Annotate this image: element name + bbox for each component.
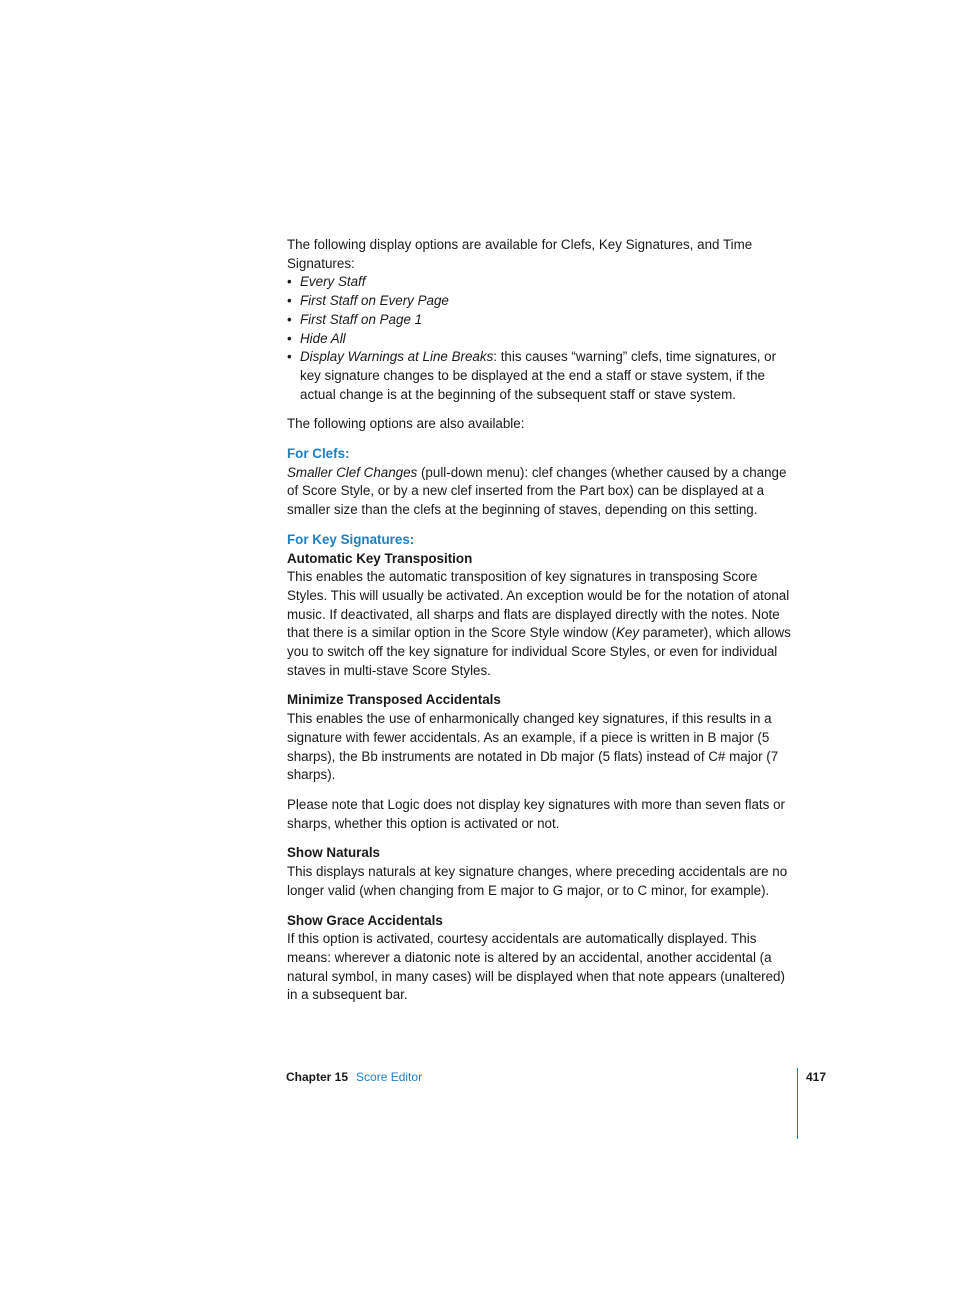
list-item: • Display Warnings at Line Breaks: this causes “warning” clefs, time signatures, or key signature changes to be displayed at the end a staff or stave system, if the actual change is at the beginning of the subsequent staff or stave system. — [287, 348, 797, 404]
show-grace-accidentals-heading: Show Grace Accidentals — [287, 912, 443, 928]
intro-paragraph: The following display options are available for Clefs, Key Signatures, and Time Signatures: — [287, 237, 753, 271]
footer-rule — [797, 1068, 798, 1139]
footer-chapter: Chapter 15 — [286, 1070, 349, 1084]
minimize-transposed-accidentals-paragraph: This enables the use of enharmonically changed key signatures, if this results in a signature with fewer accidentals. As an example, if a piece is written in B major (5 sharps), the Bb instruments are notated in Db major (5 flats) instead of C# major (7 sharps). — [287, 711, 779, 783]
footer — [286, 1070, 422, 1084]
show-naturals-heading: Show Naturals — [287, 845, 381, 861]
list-item: • Every Staff — [287, 273, 797, 292]
also-available-paragraph: The following options are also available: — [287, 416, 525, 432]
list-item: • Hide All — [287, 330, 797, 349]
note-paragraph: Please note that Logic does not display key signatures with more than seven flats or sharps, whether this option is activated or not. — [287, 796, 785, 831]
minimize-transposed-accidentals-heading: Minimize Transposed Accidentals — [287, 692, 501, 708]
page-body — [287, 236, 797, 1005]
footer-chapter-title: Score Editor — [356, 1070, 423, 1084]
clefs-heading: For Clefs: — [287, 446, 350, 462]
list-item: • First Staff on Page 1 — [287, 311, 797, 330]
automatic-key-transposition-heading: Automatic Key Transposition — [287, 550, 473, 566]
show-grace-accidentals-paragraph: If this option is activated, courtesy accidentals are automatically displayed. This means: wherever a diatonic note is altered by an accidental, another accidental (a natural symbol, in many cases) will be displayed when that note appears (unaltered) in a subsequent bar. — [287, 931, 785, 1003]
page-number: 417 — [806, 1070, 827, 1084]
automatic-key-transposition-paragraph: This enables the automatic transposition of key signatures in transposing Score Styles. This will usually be activated. An exception would be for the notation of atonal music. If deactivated, all sharps and flats are displayed directly with the notes. Note that there is a similar option in the Score Style window (Key parameter), which allows you to switch off the key signature for individual Score Styles, or even for individual staves in multi-stave Score Styles. — [287, 569, 791, 678]
clefs-paragraph: Smaller Clef Changes (pull-down menu): clef changes (whether caused by a change of Score Style, or by a new clef inserted from the Part box) can be displayed at a smaller size than the clefs at the beginning of staves, depending on this setting. — [287, 464, 787, 518]
list-item: • First Staff on Every Page — [287, 292, 797, 311]
show-naturals-paragraph: This displays naturals at key signature changes, where preceding accidentals are no longer valid (when changing from E major to G major, or to C minor, for example). — [287, 864, 788, 898]
key-signatures-heading: For Key Signatures: — [287, 531, 415, 547]
display-options-list — [287, 273, 797, 404]
